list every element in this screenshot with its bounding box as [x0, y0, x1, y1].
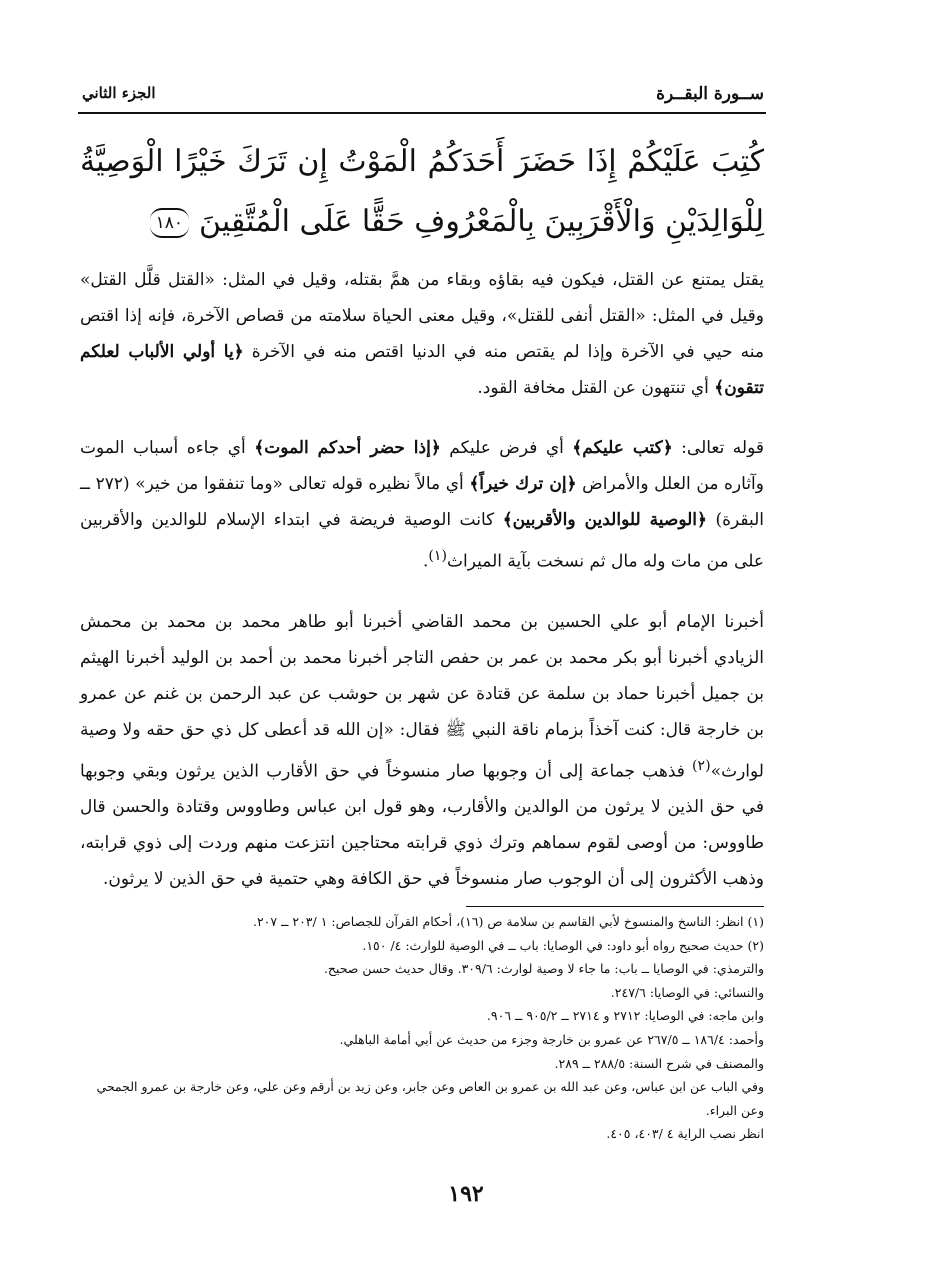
footnote: والمصنف في شرح السنة: ٢٨٨/٥ ــ ٢٨٩.: [554, 1055, 764, 1071]
quoted-verse: ﴿كتب عليكم﴾: [572, 438, 673, 458]
running-header-part: الجزء الثاني: [82, 84, 156, 102]
footnote: وابن ماجه: في الوصايا: ٢٧١٢ و ٢٧١٤ ــ ٩٠٥/٢ ــ ٩٠٦.: [486, 1008, 764, 1024]
ayah-number-marker: ١٨٠: [150, 208, 189, 238]
header-rule: [78, 112, 766, 114]
paragraph-text: أي جاءه أسباب الموت وآثاره من العلل والأمراض: [80, 438, 764, 494]
footnote-ref: (٢): [692, 757, 711, 774]
paragraph-text: .: [422, 551, 429, 572]
paragraph-text: فذهب جماعة إلى أن وجوبها صار منسوخاً في حق الأقارب الذين يرثون وبقي وجوبها في حق الذين لا يرثون من الوالدين والأقارب، وهو قول ابن عباس وطاووس وقتادة والحسن قال طاووس: من أوصى لقوم سماهم وترك ذوي قرابته محتاجين انتزعت منهم وردت إلى ذوي قرابته، وذهب الأكثرون إلى أن الوجوب صار منسوخاً في حق الكافة وهي حتمية في حق الذين لا يرثون.: [80, 761, 764, 890]
paragraph-text: كانت الوصية فريضة في ابتداء الإسلام للوالدين والأقربين على من مات وله مال ثم نسخت بآية الميراث: [80, 510, 764, 572]
paragraph-1: [80, 262, 764, 406]
quoted-verse: ﴿إن ترك خيراً﴾: [469, 474, 577, 494]
paragraph-text: قوله تعالى:: [672, 438, 765, 458]
footnote: وفي الباب عن ابن عباس، وعن عبد الله بن عمرو بن العاص وعن جابر، وعن زيد بن أرقم وعن علي، وعن خارجة بن عمرو الجمحي وعن البراء.: [96, 1079, 764, 1118]
running-header-surah: ســورة البقــرة: [656, 84, 764, 104]
quran-verse: [80, 132, 764, 252]
paragraph-text: يقتل يمتنع عن القتل، فيكون فيه بقاؤه وبقاء من همَّ بقتله، وقيل في المثل: «القتل قلَّل القتل» وقيل في المثل: «القتل أنفى للقتل»، وقيل معنى الحياة سلامته من قصاص الآخرة، فإنه إذا اقتص منه حيي في الآخرة وإذا لم يقتص منه في الدنيا اقتص منه في الآخرة: [80, 270, 765, 362]
footnote-ref: (١): [428, 548, 448, 564]
quoted-verse: ﴿يا أولي الألباب لعلكم تتقون﴾: [80, 342, 764, 398]
footnote-rule: [466, 906, 764, 907]
footnote: (٢) حديث صحيح رواه أبو داود: في الوصايا: باب ــ في الوصية للوارث: ٤/ ١٥٠.: [362, 937, 764, 953]
footnote: وأحمد: ١٨٦/٤ ــ ٢٦٧/٥ عن عمرو بن خارجة وجزء من حديث عن أبي أمامة الباهلي.: [339, 1031, 764, 1047]
footnote: (١) انظر: الناسخ والمنسوخ لأبي القاسم بن سلامة ص (١٦)، أحكام القرآن للجصاص: ١ /٢٠٣ ــ ٢٠٧.: [252, 914, 764, 929]
paragraph-text: أي مالاً نظيره قوله تعالى «وما تنفقوا من خير» (٢٧٢ ــ البقرة): [80, 474, 764, 530]
paragraph-3: [80, 604, 764, 898]
quoted-verse: ﴿الوصية للوالدين والأقربين﴾: [502, 510, 707, 530]
footnote: والنسائي: في الوصايا: ٢٤٧/٦.: [610, 984, 764, 1000]
paragraph-2: [80, 430, 764, 580]
commentary-body: [80, 262, 764, 921]
paragraph-text: أخبرنا الإمام أبو علي الحسين بن محمد القاضي أخبرنا أبو طاهر محمد بن محمد بن محمش الزيادي أخبرنا أبو بكر محمد بن عمر بن حفص التاجر أخبرنا محمد بن أحمد بن الوليد أخبرنا الهيثم بن جميل أخبرنا حماد بن سلمة عن قتادة عن شهر بن حوشب عن عبد الرحمن بن غنم عن عمرو بن خارجة قال: كنت آخذاً بزمام ناقة النبي ﷺ فقال: «إن الله قد أعطى كل ذي حق حقه ولا وصية لوارث»: [80, 611, 764, 782]
verse-text: كُتِبَ عَلَيْكُمْ إِذَا حَضَرَ أَحَدَكُمُ الْمَوْتُ إِن تَرَكَ خَيْرًا الْوَصِيَّةُ لِلْوَالِدَيْنِ وَالْأَقْرَبِينَ بِالْمَعْرُوفِ حَقًّا عَلَى الْمُتَّقِينَ: [80, 144, 764, 239]
footnote: والترمذي: في الوصايا ــ باب: ما جاء لا وصية لوارث: ٣٠٩/٦. وقال حديث حسن صحيح.: [323, 961, 764, 977]
quoted-verse: ﴿إذا حضر أحدكم الموت﴾: [254, 438, 441, 458]
paragraph-text: أي تنتهون عن القتل مخافة القود.: [477, 378, 715, 398]
page-number: ١٩٢: [448, 1181, 484, 1207]
paragraph-text: أي فرض عليكم: [440, 438, 573, 458]
footnotes: [78, 910, 764, 1146]
footnote: انظر نصب الراية ٤ /٤٠٣، ٤٠٥.: [606, 1126, 764, 1142]
